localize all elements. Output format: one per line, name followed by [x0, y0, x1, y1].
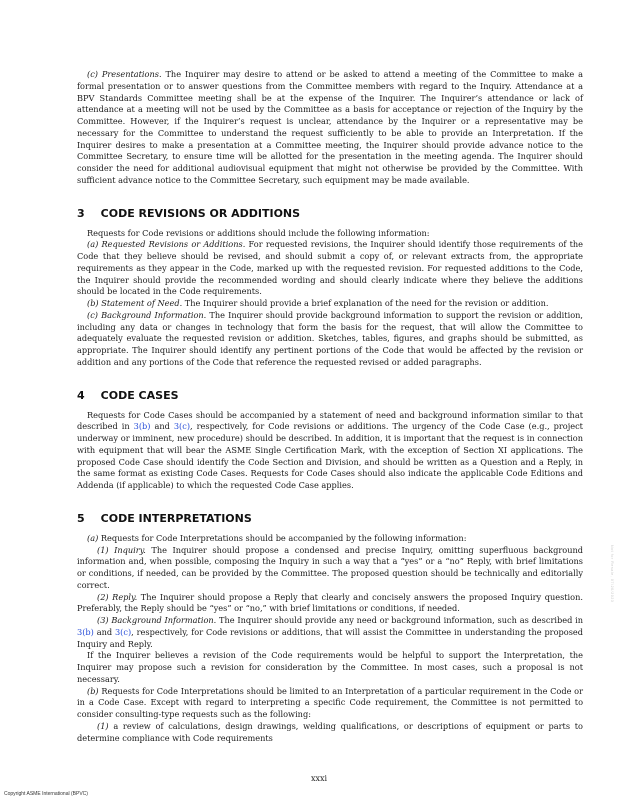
link-3c[interactable]: 3(c) [114, 626, 132, 637]
section-3-number: 3 [77, 206, 85, 220]
section-5-item-a: (a) Requests for Code Interpretations should be accompanied by the following information: [87, 532, 467, 543]
link-3c[interactable]: 3(c) [173, 421, 191, 432]
section-5-number: 5 [77, 511, 85, 525]
link-3b[interactable]: 3(b) [77, 626, 94, 637]
section-4-paragraph: Requests for Code Cases should be accompanied by a statement of need and background information similar to that described in 3(b) and 3(c), respectively, for Code revisions or additions. The urgency of the Code Case (e.g., project underway or imminent, new procedure) should be described. In addition, it is important that the request is in connection with equipment that will bear the ASME Single Certification Mark, with the exception of Section XI applications. The proposed Code Case should identify the Code Section and Division, and should be written as a Question and a Reply, in the same format as existing Code Cases. Requests for Code Cases should also indicate the applicable Code Editions and Addenda (if applicable) to which the requested Code Case applies. [77, 409, 583, 490]
section-3-title: CODE REVISIONS OR ADDITIONS [100, 206, 301, 220]
section-3-item-b: (b) Statement of Need. The Inquirer should provide a brief explanation of the need for the revision or addition. [87, 298, 549, 308]
section-4-title: CODE CASES [100, 388, 179, 402]
section-5-title: CODE INTERPRETATIONS [100, 511, 252, 525]
section-4-heading [77, 389, 583, 402]
section-4-number: 4 [77, 388, 85, 402]
section-3-item-c: (c) Background Information. The Inquirer should provide background information to support the revision or addition, including any data or changes in technology that form the basis for the request, that will allow the Committee to adequately evaluate the requested revision or addition. Sketches, tables, figures, and graphs should be submitted, as appropriate. The Inquirer should identify any pertinent portions of the Code that would be affected by the revision or addition and any portions of the Code that reference the requested revised or added paragraphs. [77, 309, 583, 367]
section-3-heading [77, 207, 583, 220]
presentations-text: The Inquirer may desire to attend or be asked to attend a meeting of the Committee to make a formal presentation or to answer questions from the Committee members with regard to the Inquiry. Attendance at a BPV Standards Committee meeting shall be at the expense of the Inquirer. The Inquirer’s attendance or lack of attendance at a meeting will not be used by the Committee as a basis for acceptance or rejection of the Inquiry by the Committee. However, if the Inquirer’s request is unclear, attendance by the Inquirer or a representative may be necessary for the Committee to understand the request sufficiently to be able to provide an Interpretation. If the Inquirer desires to make a presentation at a Committee meeting, the Inquirer should provide advance notice to the Committee Secretary, to ensure time will be allotted for the presentation in the meeting agenda. The Inquirer should consider the need for additional audiovisual equipment that might not otherwise be provided by the Committee. With sufficient advance notice to the Committee Secretary, such equipment may be made available. [77, 69, 583, 185]
section-5-item-a3: (3) Background Information. The Inquirer should provide any need or background information, such as described in 3(b) and 3(c), respectively, for Code revisions or additions, that will assist the Committee in understanding the proposed Inquiry and Reply. [77, 615, 583, 649]
link-3b[interactable]: 3(b) [133, 421, 151, 432]
section-3-item-a: (a) Requested Revisions or Additions. For requested revisions, the Inquirer should identify those requirements of the Code that they believe should be revised, and should submit a copy of, or relevant extracts from, the appropriate requirements as they appear in the Code, marked up with the requested revision. For requested additions to the Code, the Inquirer should provide the recommended wording and should clearly indicate where they believe the additions should be located in the Code requirements. [77, 239, 583, 297]
section-5-revision-paragraph: If the Inquirer believes a revision of the Code requirements would be helpful to support the Interpretation, the Inquirer may propose such a revision for consideration by the Committee. In most cases, such a proposal is not necessary. [77, 650, 583, 684]
presentations-label: (c) Presentations. [87, 69, 162, 79]
section-5-item-a1: (1) Inquiry. The Inquirer should propose a condensed and precise Inquiry, omitting superfluous background information and, when possible, composing the Inquiry in such a way that a “yes” or a “no” Reply, with brief limitations or conditions, if needed, can be provided by the Committee. The proposed question should be technically and editorially correct. [77, 544, 583, 590]
copyright-notice: Copyright ASME International (BPVC) [4, 791, 88, 797]
section-5-item-b1: (1) a review of calculations, design drawings, welding qualifications, or descriptions of equipment or parts to determine compliance with Code requirements [77, 720, 583, 743]
section-3-lead: Requests for Code revisions or additions should include the following information: [87, 227, 430, 238]
section-5-item-b: (b) Requests for Code Interpretations should be limited to an Interpretation of a particular requirement in the Code or in a Code Case. Except with regard to interpreting a specific Code requirement, the Committee is not permitted to consider consulting-type requests such as the following: [77, 685, 583, 719]
page-number: xxxi [310, 774, 328, 783]
section-5-heading [77, 512, 583, 525]
presentations-paragraph [77, 69, 583, 187]
section-5-item-a2: (2) Reply. The Inquirer should propose a Reply that clearly and concisely answers the proposed Inquiry question. Preferably, the Reply should be “yes” or “no,” with brief limitations or conditions, if needed. [77, 591, 583, 614]
side-watermark-text: Not for Resale, 07/20/2023 [610, 545, 614, 603]
document-page [77, 69, 583, 744]
